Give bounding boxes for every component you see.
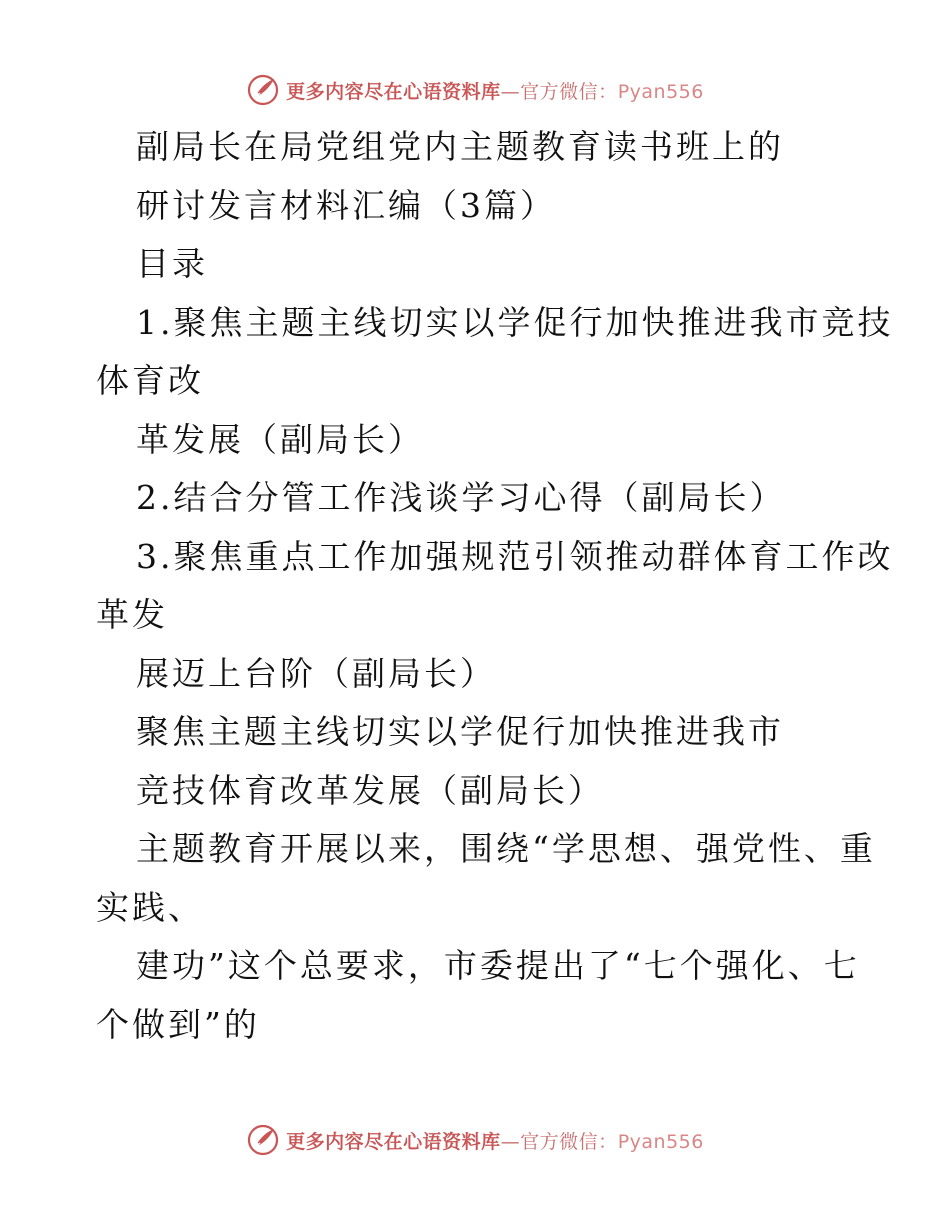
toc-item-2: 2.结合分管工作浅谈学习心得（副局长） [136,478,786,517]
watermark-brand: 更多内容尽在心语资料库 [286,80,501,103]
watermark-header [0,70,950,110]
watermark-wechat-id: Pyan556 [617,1130,704,1153]
toc-item-3-line-1: 3.聚焦重点工作加强规范引领推动群体育工作改 [136,536,894,576]
body-paragraph-line-4: 个做到”的 [96,1004,260,1044]
toc-item-1-line-2: 体育改 [96,361,204,400]
body-paragraph-line-3: 建功”这个总要求，市委提出了“七个强化、七 [136,946,860,985]
watermark-brand: 更多内容尽在心语资料库 [286,1130,501,1153]
watermark-footer [0,1120,950,1160]
body-paragraph-line-1: 主题教育开展以来，围绕“学思想、强党性、重 [136,829,876,868]
section-title-line-1: 聚焦主题主线切实以学促行加快推进我市 [136,712,784,751]
document-body [96,118,894,1054]
doc-title-line-1: 副局长在局党组党内主题教育读书班上的 [136,127,784,166]
quill-pen-logo-icon [246,73,280,107]
watermark-official-label: 官方微信： [520,80,618,103]
toc-item-3-line-3: 展迈上台阶（副局长） [136,653,496,693]
watermark-official-label: 官方微信： [520,1130,618,1153]
watermark-separator: — [500,80,521,103]
body-paragraph-line-2: 实践、 [96,887,204,927]
toc-item-3-line-2: 革发 [96,595,168,634]
watermark-text [286,77,704,104]
watermark-separator: — [500,1130,521,1153]
toc-item-1-line-1: 1.聚焦主题主线切实以学促行加快推进我市竞技 [136,302,894,342]
toc-item-1-line-3: 革发展（副局长） [136,419,424,459]
section-title-line-2: 竞技体育改革发展（副局长） [136,770,604,810]
toc-heading: 目录 [136,244,208,283]
quill-pen-logo-icon [246,1123,280,1157]
watermark-wechat-id: Pyan556 [617,80,704,103]
watermark-text [286,1127,704,1154]
doc-title-line-2: 研讨发言材料汇编（3篇） [136,185,556,225]
